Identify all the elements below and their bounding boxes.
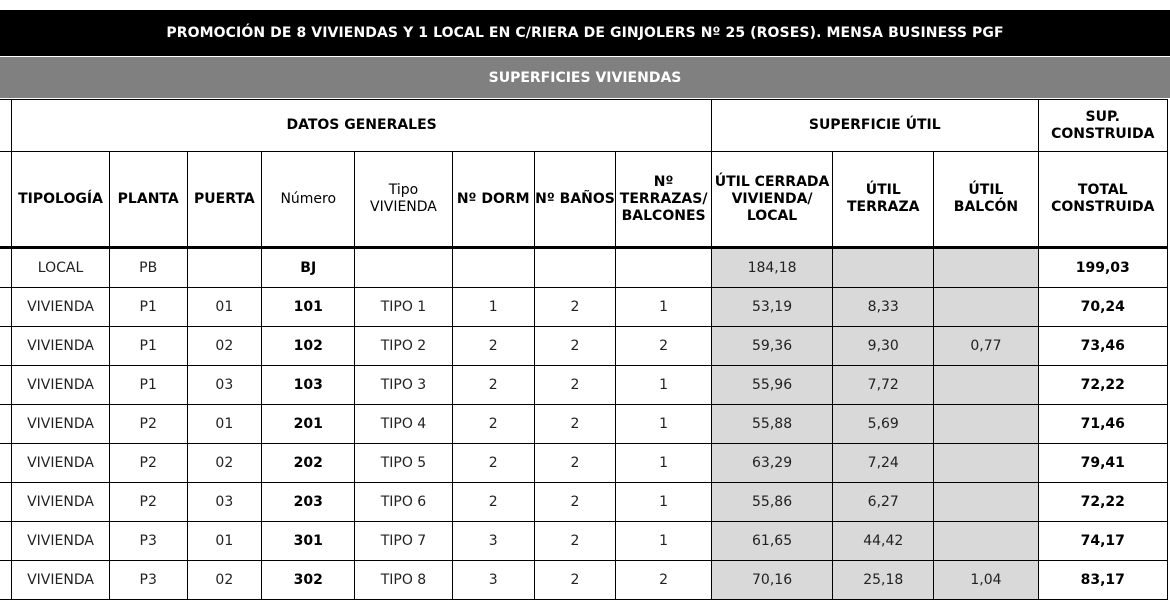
cell-util-cerrada: 53,19 <box>712 288 833 327</box>
cell-tipo-vivienda: TIPO 6 <box>355 483 452 522</box>
cell-puerta: 01 <box>187 405 262 444</box>
cell-total-construida: 71,46 <box>1038 405 1168 444</box>
cell-total-construida: 70,24 <box>1038 288 1168 327</box>
cell-banos: 2 <box>534 288 615 327</box>
table-row <box>0 366 1168 405</box>
cell-banos: 2 <box>534 561 615 600</box>
cell-banos: 2 <box>534 327 615 366</box>
cell-dorm: 3 <box>452 522 534 561</box>
cell-numero: 201 <box>262 405 355 444</box>
cell-dorm: 3 <box>452 561 534 600</box>
cell-banos: 2 <box>534 522 615 561</box>
surfaces-table <box>0 99 1168 600</box>
cell-puerta <box>187 248 262 288</box>
cell-puerta: 02 <box>187 327 262 366</box>
col-header-puerta: PUERTA <box>187 152 262 248</box>
cell-total-construida: 199,03 <box>1038 248 1168 288</box>
cell-tipologia: LOCAL <box>12 248 110 288</box>
cell-banos: 2 <box>534 444 615 483</box>
cell-util-balcon <box>934 522 1038 561</box>
section-title: SUPERFICIES VIVIENDAS <box>0 57 1170 98</box>
cell-puerta: 01 <box>187 522 262 561</box>
cell-numero: 301 <box>262 522 355 561</box>
cell-util-cerrada: 70,16 <box>712 561 833 600</box>
cell-util-terraza: 9,30 <box>833 327 934 366</box>
cell-dorm: 2 <box>452 327 534 366</box>
row-spacer <box>0 522 12 561</box>
cell-total-construida: 79,41 <box>1038 444 1168 483</box>
row-spacer <box>0 366 12 405</box>
cell-terrazas: 1 <box>616 444 712 483</box>
cell-numero: BJ <box>262 248 355 288</box>
cell-util-cerrada: 55,96 <box>712 366 833 405</box>
cell-tipo-vivienda: TIPO 1 <box>355 288 452 327</box>
cell-planta: P3 <box>109 522 187 561</box>
table-row <box>0 248 1168 288</box>
col-header-banos: Nº BAÑOS <box>534 152 615 248</box>
row-spacer <box>0 248 12 288</box>
cell-planta: PB <box>109 248 187 288</box>
cell-planta: P2 <box>109 405 187 444</box>
table-row <box>0 444 1168 483</box>
cell-tipologia: VIVIENDA <box>12 483 110 522</box>
cell-tipologia: VIVIENDA <box>12 444 110 483</box>
cell-banos: 2 <box>534 405 615 444</box>
group-header-general: DATOS GENERALES <box>12 100 712 152</box>
cell-util-terraza: 7,24 <box>833 444 934 483</box>
row-spacer <box>0 561 12 600</box>
cell-tipologia: VIVIENDA <box>12 561 110 600</box>
cell-tipo-vivienda: TIPO 7 <box>355 522 452 561</box>
col-header-dorm: Nº DORM <box>452 152 534 248</box>
table-row <box>0 405 1168 444</box>
cell-total-construida: 73,46 <box>1038 327 1168 366</box>
cell-util-terraza: 8,33 <box>833 288 934 327</box>
cell-util-cerrada: 55,86 <box>712 483 833 522</box>
cell-planta: P1 <box>109 288 187 327</box>
cell-banos: 2 <box>534 483 615 522</box>
cell-util-cerrada: 184,18 <box>712 248 833 288</box>
table-row <box>0 288 1168 327</box>
cell-planta: P2 <box>109 483 187 522</box>
cell-tipo-vivienda: TIPO 3 <box>355 366 452 405</box>
cell-tipo-vivienda: TIPO 5 <box>355 444 452 483</box>
cell-tipo-vivienda: TIPO 2 <box>355 327 452 366</box>
cell-dorm: 1 <box>452 288 534 327</box>
col-header-util-terraza: ÚTIL TERRAZA <box>833 152 934 248</box>
group-header-util: SUPERFICIE ÚTIL <box>712 100 1038 152</box>
cell-util-terraza: 6,27 <box>833 483 934 522</box>
cell-dorm: 2 <box>452 366 534 405</box>
cell-util-balcon <box>934 248 1038 288</box>
cell-puerta: 03 <box>187 483 262 522</box>
col-header-tipologia: TIPOLOGÍA <box>12 152 110 248</box>
cell-util-cerrada: 61,65 <box>712 522 833 561</box>
cell-total-construida: 72,22 <box>1038 483 1168 522</box>
cell-dorm: 2 <box>452 405 534 444</box>
cell-tipologia: VIVIENDA <box>12 405 110 444</box>
cell-util-balcon <box>934 483 1038 522</box>
cell-planta: P3 <box>109 561 187 600</box>
cell-util-cerrada: 59,36 <box>712 327 833 366</box>
cell-planta: P1 <box>109 327 187 366</box>
cell-tipologia: VIVIENDA <box>12 288 110 327</box>
col-header-total-construida: TOTAL CONSTRUIDA <box>1038 152 1168 248</box>
cell-numero: 202 <box>262 444 355 483</box>
cell-dorm: 2 <box>452 483 534 522</box>
cell-puerta: 02 <box>187 561 262 600</box>
cell-tipologia: VIVIENDA <box>12 327 110 366</box>
cell-puerta: 01 <box>187 288 262 327</box>
cell-numero: 101 <box>262 288 355 327</box>
row-spacer <box>0 483 12 522</box>
cell-terrazas: 1 <box>616 288 712 327</box>
col-header-util-cerrada: ÚTIL CERRADA VIVIENDA/ LOCAL <box>712 152 833 248</box>
row-spacer <box>0 327 12 366</box>
cell-util-balcon <box>934 444 1038 483</box>
cell-util-balcon <box>934 288 1038 327</box>
col-header-tipo-vivienda: Tipo VIVIENDA <box>355 152 452 248</box>
table-row <box>0 561 1168 600</box>
cell-terrazas: 1 <box>616 483 712 522</box>
cell-terrazas: 1 <box>616 366 712 405</box>
cell-util-balcon: 1,04 <box>934 561 1038 600</box>
group-header-construida: SUP. CONSTRUIDA <box>1038 100 1168 152</box>
cell-util-cerrada: 55,88 <box>712 405 833 444</box>
col-header-util-balcon: ÚTIL BALCÓN <box>934 152 1038 248</box>
cell-util-balcon: 0,77 <box>934 327 1038 366</box>
cell-util-balcon <box>934 366 1038 405</box>
cell-tipo-vivienda <box>355 248 452 288</box>
cell-total-construida: 74,17 <box>1038 522 1168 561</box>
document-title: PROMOCIÓN DE 8 VIVIENDAS Y 1 LOCAL EN C/RIERA DE GINJOLERS Nº 25 (ROSES). MENSA BUSINESS PGF <box>0 10 1170 56</box>
cell-terrazas: 1 <box>616 405 712 444</box>
cell-banos: 2 <box>534 366 615 405</box>
cell-numero: 102 <box>262 327 355 366</box>
cell-planta: P1 <box>109 366 187 405</box>
col-header-terrazas: Nº TERRAZAS/ BALCONES <box>616 152 712 248</box>
cell-tipo-vivienda: TIPO 8 <box>355 561 452 600</box>
cell-util-terraza: 5,69 <box>833 405 934 444</box>
column-header-row <box>0 152 1168 248</box>
cell-util-cerrada: 63,29 <box>712 444 833 483</box>
cell-tipologia: VIVIENDA <box>12 522 110 561</box>
row-spacer <box>0 288 12 327</box>
row-spacer <box>0 405 12 444</box>
cell-util-terraza: 7,72 <box>833 366 934 405</box>
cell-puerta: 03 <box>187 366 262 405</box>
col-header-numero: Número <box>262 152 355 248</box>
cell-dorm: 2 <box>452 444 534 483</box>
cell-terrazas: 1 <box>616 522 712 561</box>
cell-planta: P2 <box>109 444 187 483</box>
cell-util-terraza <box>833 248 934 288</box>
cell-util-terraza: 25,18 <box>833 561 934 600</box>
cell-banos <box>534 248 615 288</box>
cell-util-balcon <box>934 405 1038 444</box>
cell-tipologia: VIVIENDA <box>12 366 110 405</box>
cell-tipo-vivienda: TIPO 4 <box>355 405 452 444</box>
cell-numero: 203 <box>262 483 355 522</box>
cell-total-construida: 72,22 <box>1038 366 1168 405</box>
cell-numero: 103 <box>262 366 355 405</box>
cell-puerta: 02 <box>187 444 262 483</box>
cell-util-terraza: 44,42 <box>833 522 934 561</box>
cell-terrazas: 2 <box>616 561 712 600</box>
group-header-row <box>0 100 1168 152</box>
cell-terrazas <box>616 248 712 288</box>
cell-terrazas: 2 <box>616 327 712 366</box>
col-header-planta: PLANTA <box>109 152 187 248</box>
cell-dorm <box>452 248 534 288</box>
row-spacer <box>0 444 12 483</box>
cell-numero: 302 <box>262 561 355 600</box>
cell-total-construida: 83,17 <box>1038 561 1168 600</box>
table-row <box>0 522 1168 561</box>
table-row <box>0 327 1168 366</box>
table-row <box>0 483 1168 522</box>
